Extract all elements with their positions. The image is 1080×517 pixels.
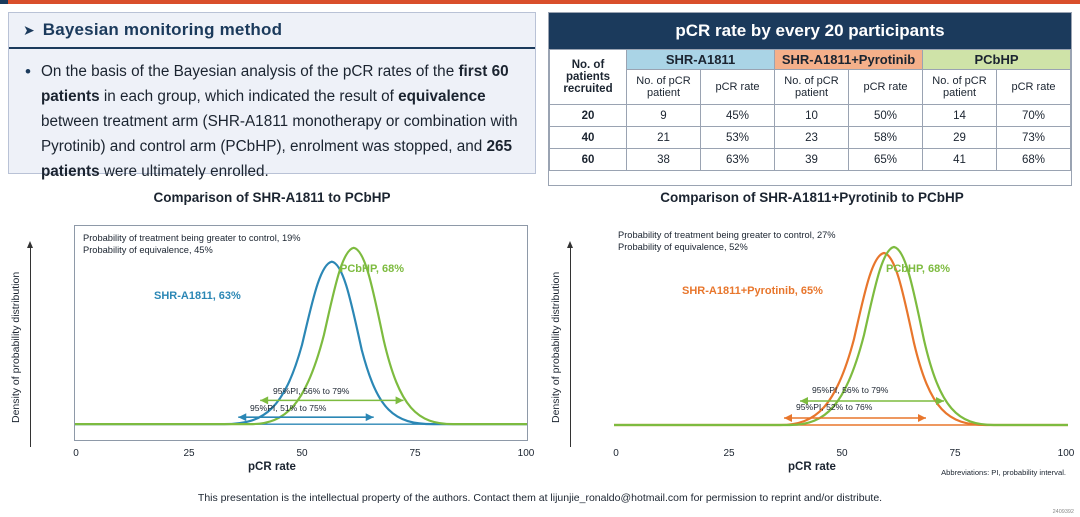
x-tick-label: 50 xyxy=(296,448,308,459)
table-cell: 38 xyxy=(627,149,701,171)
table-cell: 73% xyxy=(997,127,1071,149)
x-tick-label: 25 xyxy=(723,448,735,459)
pcr-rate-table xyxy=(549,49,1071,171)
table-cell: 39 xyxy=(775,149,849,171)
table-cell: 21 xyxy=(627,127,701,149)
subheader-cell: No. of pCR patient xyxy=(923,70,997,105)
subheader-cell: No. of pCR patient xyxy=(775,70,849,105)
table-cell: 58% xyxy=(849,127,923,149)
group-header-pcbhp: PCbHP xyxy=(923,50,1071,70)
group-header-shr-a1811: SHR-A1811 xyxy=(627,50,775,70)
row-label: 60 xyxy=(550,149,627,171)
annotation-line: Probability of treatment being greater to control, 27% xyxy=(618,230,836,240)
plot-frame xyxy=(614,225,1068,441)
table-subheader-row xyxy=(550,70,1071,105)
x-tick-label: 50 xyxy=(836,448,848,459)
plot-area xyxy=(548,207,1076,475)
table-row xyxy=(550,127,1071,149)
table-cell: 41 xyxy=(923,149,997,171)
chart-title: Comparison of SHR-A1811 to PCbHP xyxy=(153,190,391,205)
y-axis-label: Density of probability distribution xyxy=(550,271,562,423)
table-cell: 14 xyxy=(923,105,997,127)
pi-label-pcbhp: 95%PI, 56% to 79% xyxy=(812,385,889,395)
footer-note: This presentation is the intellectual property of the authors. Contact them at lijunjie_ronaldo@hotmail.com for permission to reprint and/or distribute. xyxy=(197,492,883,504)
bayesian-method-panel xyxy=(8,12,536,180)
x-tick-label: 0 xyxy=(613,448,619,459)
pcr-rate-table-panel xyxy=(548,12,1072,186)
table-cell: 65% xyxy=(849,149,923,171)
series-label-shr-a1811-pyrotinib: SHR-A1811+Pyrotinib, 65% xyxy=(682,285,823,297)
table-cell: 50% xyxy=(849,105,923,127)
bullet-dot-icon: • xyxy=(25,62,31,81)
table-cell: 68% xyxy=(997,149,1071,171)
table-cell: 53% xyxy=(701,127,775,149)
pi-label-shr-a1811-pyrotinib: 95%PI, 52% to 76% xyxy=(796,402,873,412)
chart-shr-a1811-vs-pcbhp xyxy=(8,190,536,484)
table-row xyxy=(550,105,1071,127)
pi-label-shr-a1811: 95%PI, 51% to 75% xyxy=(250,403,327,413)
pi-label-pcbhp: 95%PI, 56% to 79% xyxy=(273,386,350,396)
panel-title-bar xyxy=(9,13,535,49)
table-group-header-row xyxy=(550,50,1071,70)
table-cell: 10 xyxy=(775,105,849,127)
row-label: 40 xyxy=(550,127,627,149)
panel-title: Bayesian monitoring method xyxy=(42,20,283,39)
annotation-line: Probability of equivalence, 52% xyxy=(618,242,748,252)
series-label-pcbhp: PCbHP, 68% xyxy=(340,263,404,275)
chart-annotation xyxy=(618,229,836,253)
x-tick-label: 25 xyxy=(183,448,195,459)
slide-code: 2409392 xyxy=(1052,509,1074,515)
plot-frame xyxy=(74,225,528,441)
table-cell: 23 xyxy=(775,127,849,149)
subheader-cell: No. of pCR patient xyxy=(627,70,701,105)
abbreviations-note: Abbreviations: PI, probability interval. xyxy=(941,468,1066,477)
series-label-pcbhp: PCbHP, 68% xyxy=(886,263,950,275)
chart-title: Comparison of SHR-A1811+Pyrotinib to PCbHP xyxy=(660,190,964,205)
table-cell: 9 xyxy=(627,105,701,127)
table-cell: 29 xyxy=(923,127,997,149)
x-axis-label: pCR rate xyxy=(248,461,296,473)
x-tick-label: 75 xyxy=(949,448,961,459)
top-accent-bar-left xyxy=(0,0,8,4)
y-axis-arrow-icon xyxy=(570,247,571,447)
series-label-shr-a1811: SHR-A1811, 63% xyxy=(154,290,241,302)
annotation-line: Probability of treatment being greater to control, 19% xyxy=(83,233,301,243)
table-cell: 45% xyxy=(701,105,775,127)
panel-body xyxy=(9,51,535,192)
x-axis-label: pCR rate xyxy=(788,461,836,473)
x-tick-label: 100 xyxy=(517,448,535,459)
x-tick-label: 0 xyxy=(73,448,79,459)
x-tick-label: 100 xyxy=(1057,448,1075,459)
subheader-cell: pCR rate xyxy=(701,70,775,105)
row-label: 20 xyxy=(550,105,627,127)
top-accent-bar xyxy=(0,0,1080,4)
group-header-shr-a1811-pyrotinib: SHR-A1811+Pyrotinib xyxy=(775,50,923,70)
annotation-line: Probability of equivalence, 45% xyxy=(83,245,213,255)
chart-annotation xyxy=(83,232,301,256)
panel-body-text: On the basis of the Bayesian analysis of the pCR rates of the first 60 patients in each group, which indicated the result of equivalence between treatment arm (SHR-A1811 monotherapy or combination with Pyrotinib) and control arm (PCbHP), enrolment was stopped, and 265 patients were ultimately enrolled. xyxy=(40,63,518,180)
row-header-label: No. of patients recruited xyxy=(550,50,627,105)
table-cell: 63% xyxy=(701,149,775,171)
table-row xyxy=(550,149,1071,171)
plot-area xyxy=(8,207,536,475)
table-title: pCR rate by every 20 participants xyxy=(549,13,1071,49)
chevron-right-icon: ➤ xyxy=(23,21,35,38)
x-tick-label: 75 xyxy=(409,448,421,459)
y-axis-arrow-icon xyxy=(30,247,31,447)
chart-shr-a1811-pyrotinib-vs-pcbhp xyxy=(548,190,1076,484)
subheader-cell: pCR rate xyxy=(997,70,1071,105)
subheader-cell: pCR rate xyxy=(849,70,923,105)
y-axis-label: Density of probability distribution xyxy=(10,271,22,423)
table-cell: 70% xyxy=(997,105,1071,127)
